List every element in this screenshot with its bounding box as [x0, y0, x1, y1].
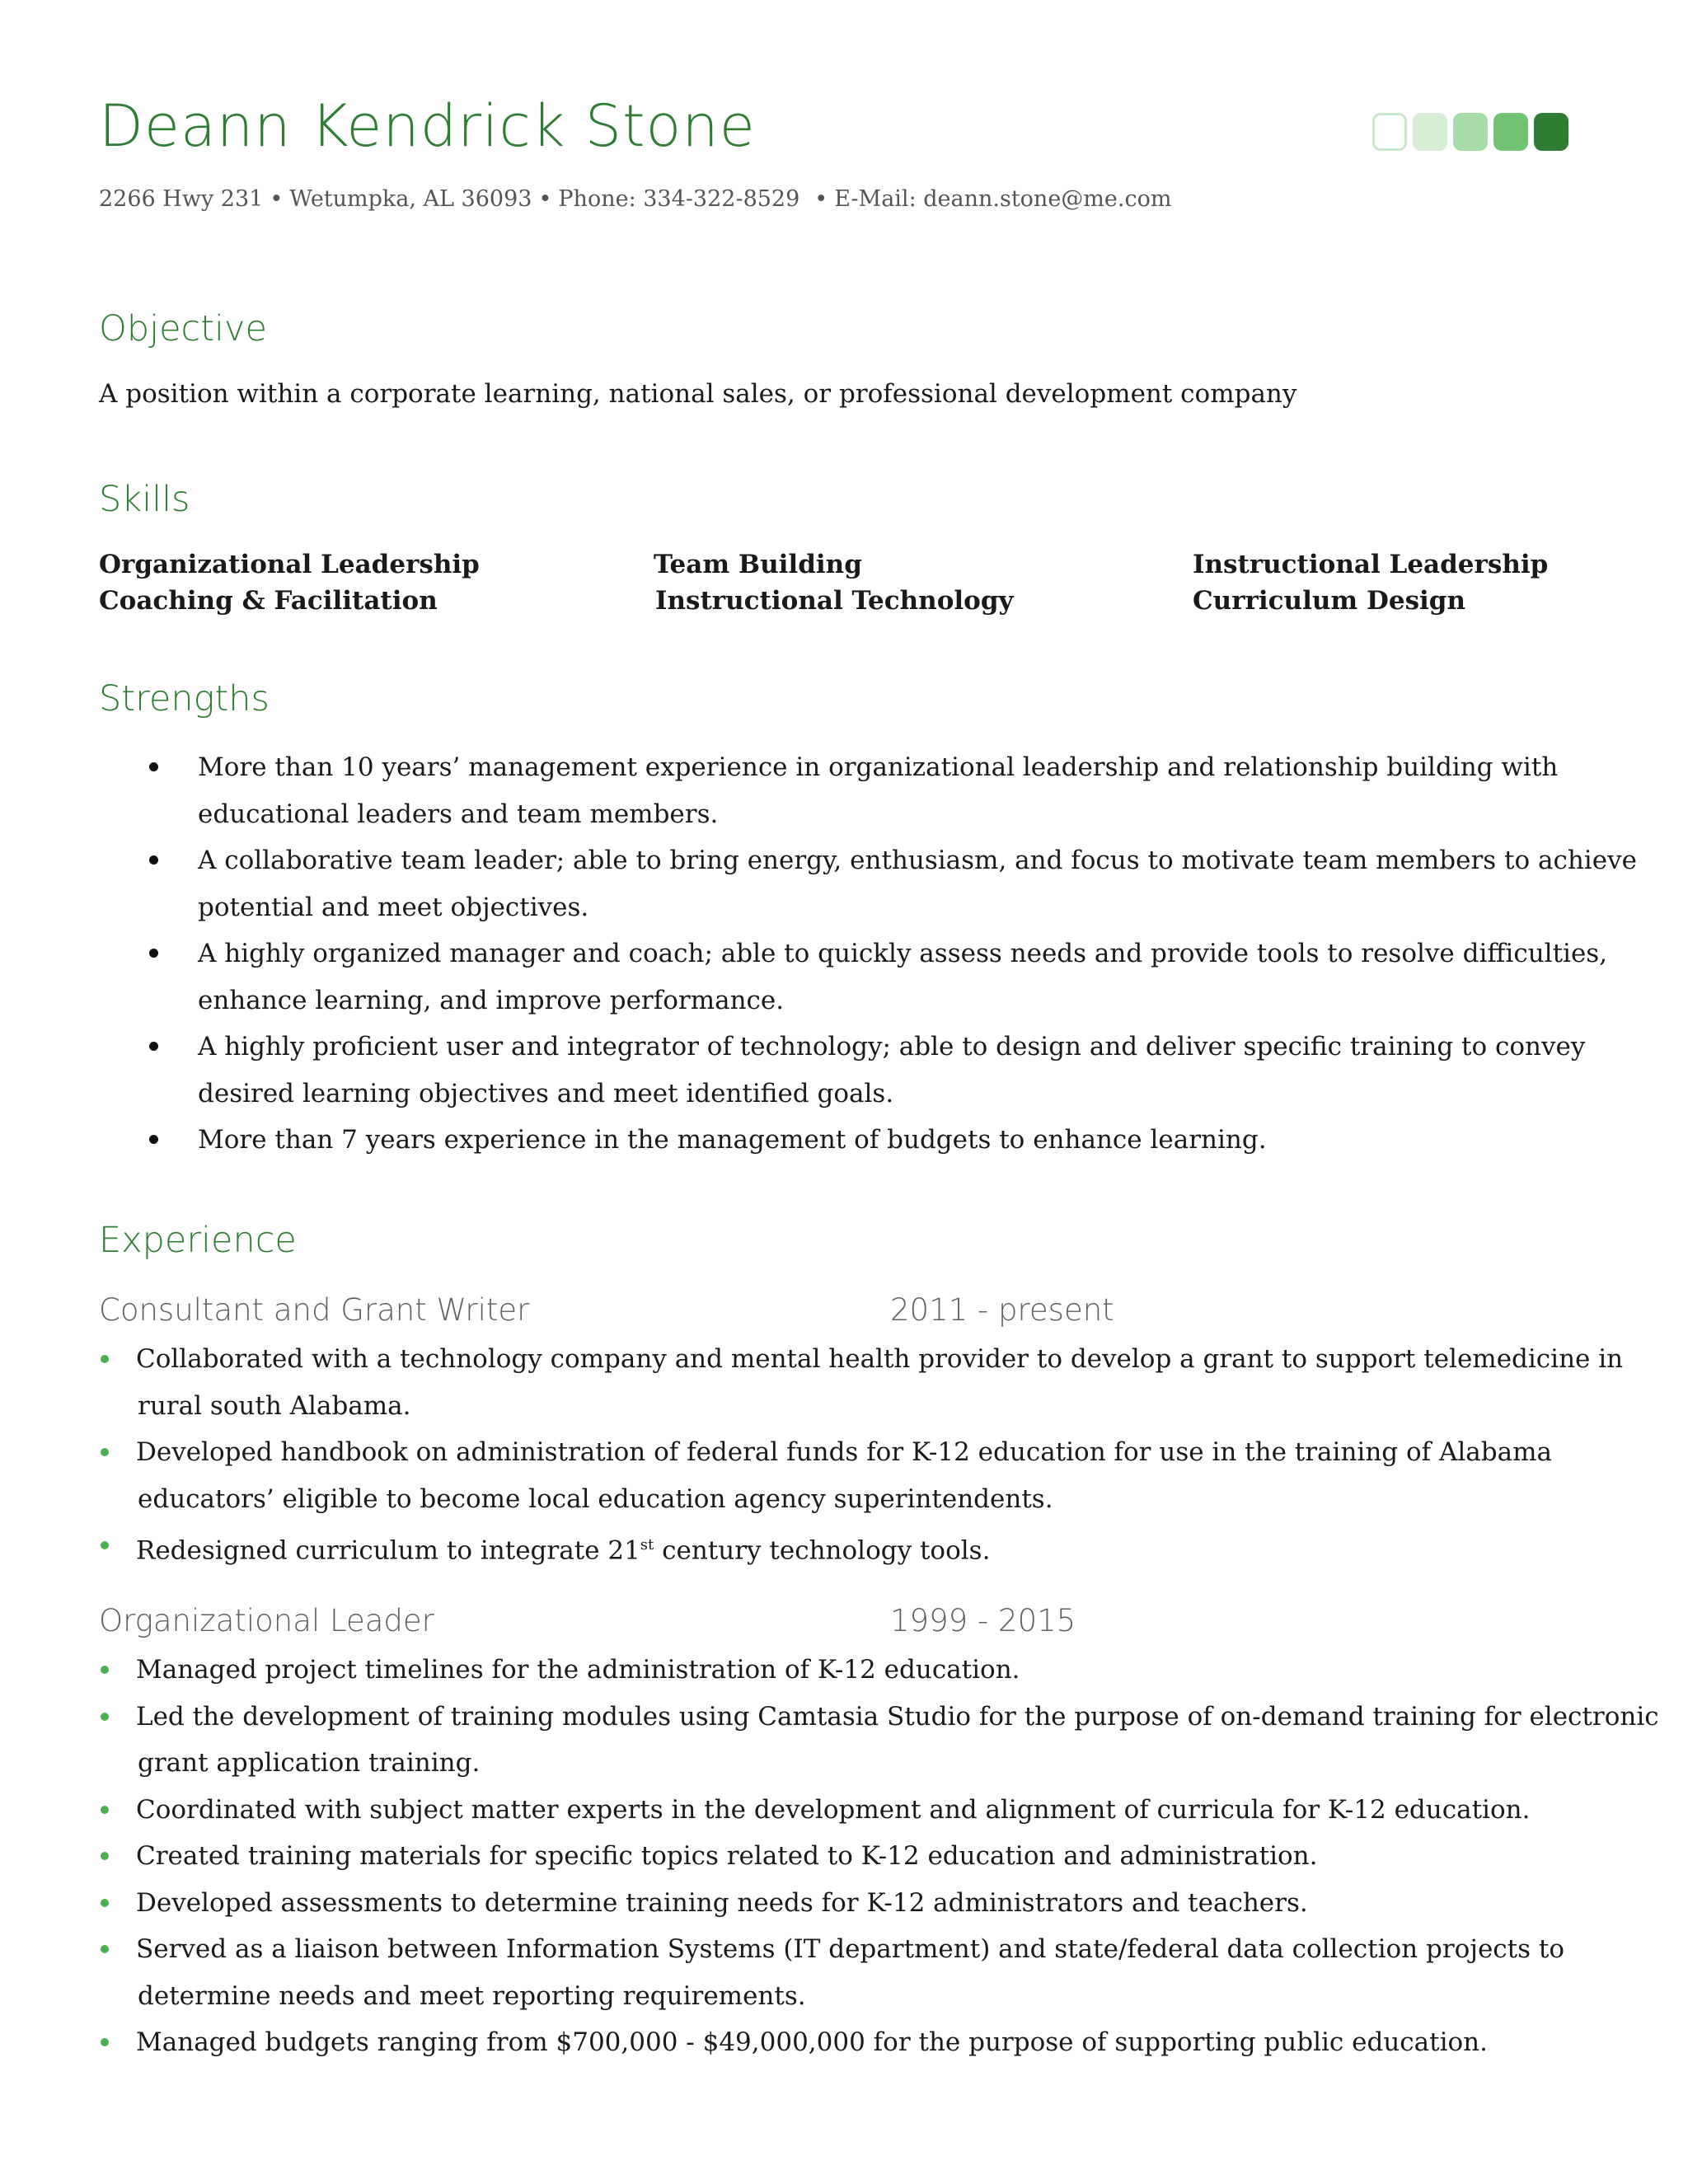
job-bullets — [0, 1647, 1659, 2066]
skill-item: Organizational Leadership — [99, 550, 480, 579]
job-title: Organizational Leader — [99, 1603, 434, 1638]
bullet-dot — [101, 1666, 109, 1674]
bullet-dot — [101, 1899, 109, 1907]
list-item: Coordinated with subject matter experts in the development and alignment of curricula for K-12 education. — [0, 1787, 1659, 1834]
list-item: Collaborated with a technology company and mental health provider to develop a grant to support telemedicine in rural south Alabama. — [0, 1336, 1623, 1429]
contact-separator: • — [538, 186, 552, 212]
bullet-dot — [101, 1448, 109, 1456]
bullet-dot — [101, 1945, 109, 1953]
bullet-dot — [149, 1135, 158, 1144]
bullet-dot — [101, 2038, 109, 2046]
bullet-dot — [101, 1713, 109, 1721]
decorative-square-3 — [1453, 113, 1488, 151]
skills-heading: Skills — [99, 479, 190, 520]
list-item: Led the development of training modules using Camtasia Studio for the purpose of on-demand training for electronic grant application training. — [0, 1694, 1659, 1787]
experience-heading: Experience — [99, 1220, 297, 1261]
job-title: Consultant and Grant Writer — [99, 1292, 530, 1328]
decorative-square-4 — [1493, 113, 1528, 151]
objective-heading: Objective — [99, 308, 267, 349]
decorative-square-5 — [1534, 113, 1568, 151]
bullet-dot — [101, 1852, 109, 1860]
contact-email: E-Mail: deann.stone@me.com — [834, 186, 1172, 212]
contact-address: 2266 Hwy 231 — [99, 186, 264, 212]
list-item: More than 10 years’ management experience in organizational leadership and relationship building with educational leaders and team members. — [0, 744, 1637, 837]
list-item: Managed project timelines for the administration of K-12 education. — [0, 1647, 1659, 1694]
decorative-square-1 — [1372, 113, 1407, 151]
skill-item: Curriculum Design — [1193, 586, 1466, 616]
job-years: 2011 - present — [890, 1292, 1114, 1328]
list-item: Redesigned curriculum to integrate 21st century technology tools. — [0, 1522, 1623, 1574]
skill-item: Team Building — [654, 550, 862, 579]
contact-separator: • — [814, 186, 828, 212]
contact-city: Wetumpka, AL 36093 — [289, 186, 532, 212]
decorative-squares — [1372, 113, 1568, 151]
bullet-dot — [101, 1355, 109, 1363]
bullet-dot — [149, 855, 158, 865]
list-item: Developed handbook on administration of federal funds for K-12 education for use in the training of Alabama educators’ eligible to become local education agency superintendents. — [0, 1429, 1623, 1522]
list-item: More than 7 years experience in the management of budgets to enhance learning. — [0, 1117, 1637, 1164]
list-item: A collaborative team leader; able to bring energy, enthusiasm, and focus to motivate team members to achieve potential and meet objectives. — [0, 837, 1637, 930]
bullet-dot — [101, 1541, 109, 1549]
skill-item: Instructional Leadership — [1193, 550, 1549, 579]
skill-item: Instructional Technology — [655, 586, 1014, 616]
job-bullets — [0, 1336, 1623, 1574]
strengths-heading: Strengths — [99, 678, 270, 719]
list-item: Served as a liaison between Information Systems (IT department) and state/federal data collection projects to determine needs and meet reporting requirements. — [0, 1926, 1659, 2019]
bullet-dot — [149, 1042, 158, 1051]
bullet-dot — [149, 762, 158, 771]
contact-line — [99, 186, 1171, 212]
resume-name: Deann Kendrick Stone — [99, 92, 756, 160]
list-item: A highly organized manager and coach; able to quickly assess needs and provide tools to resolve difficulties, enhance learning, and improve performance. — [0, 930, 1637, 1024]
bullet-dot — [101, 1806, 109, 1814]
contact-phone: Phone: 334-322-8529 — [558, 186, 800, 212]
list-item: Managed budgets ranging from $700,000 - $49,000,000 for the purpose of supporting public education. — [0, 2019, 1659, 2066]
list-item: Created training materials for specific topics related to K-12 education and administration. — [0, 1833, 1659, 1880]
skill-item: Coaching & Facilitation — [99, 586, 438, 616]
list-item: A highly proficient user and integrator of technology; able to design and deliver specific training to convey desired learning objectives and meet identified goals. — [0, 1024, 1637, 1117]
job-years: 1999 - 2015 — [890, 1603, 1076, 1638]
bullet-dot — [149, 949, 158, 958]
contact-separator: • — [270, 186, 284, 212]
objective-text: A position within a corporate learning, national sales, or professional development company — [99, 379, 1297, 409]
decorative-square-2 — [1413, 113, 1447, 151]
strengths-list — [0, 744, 1637, 1164]
list-item: Developed assessments to determine training needs for K-12 administrators and teachers. — [0, 1880, 1659, 1927]
